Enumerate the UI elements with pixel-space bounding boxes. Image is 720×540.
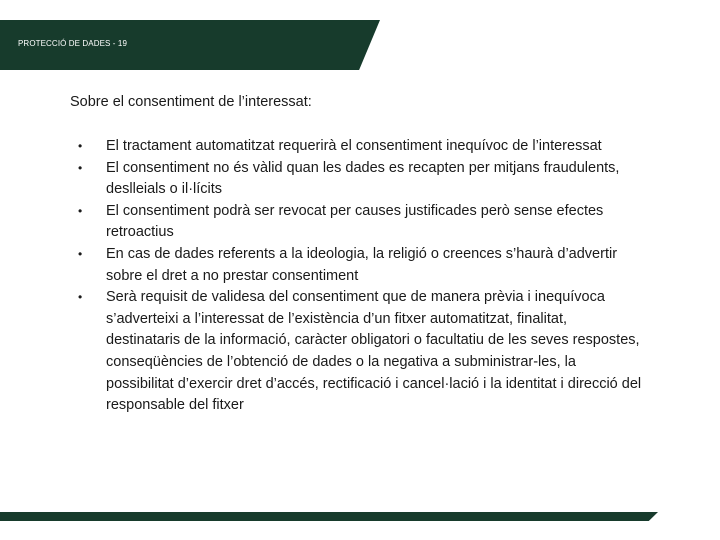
bullet-icon: • [78,160,83,175]
bullet-icon: • [78,139,83,153]
slide-header-title: PROTECCIÓ DE DADES - 19 [18,39,127,48]
bullet-list [78,136,644,417]
footer-band [0,512,658,521]
bullet-text: En cas de dades referents a la ideologia, la religió o creences s’haurà d’advertir sobre el dret a no prestar consentiment [106,245,618,284]
bullet-text: Serà requisit de validesa del consentiment que de manera prèvia i inequívoca s’adverteixi a l’interessat de l’existència d’un fitxer automatitzat, finalitat, destinataris de la informació, caràcter obligatori o facultatiu de les seves respostes, conseqüències de l’obtenció de dades o la negativa a subministrar-les, la possibilitat d’exercir dret d’accés, rectificació i cancel·lació i la identitat i direcció del responsable del fitxer [106,289,642,414]
bullet-icon: • [78,246,83,261]
bullet-icon: • [78,290,83,305]
list-item [78,244,644,287]
list-item [78,136,644,158]
bullet-text: El consentiment no és vàlid quan les dades es recapten per mitjans fraudulents, deslleials o il·lícits [106,159,620,198]
list-item [78,201,644,244]
slide-subtitle: Sobre el consentiment de l’interessat: [70,94,312,110]
list-item [78,287,644,417]
bullet-icon: • [78,203,83,218]
list-item [78,158,644,201]
bullet-text: El tractament automatitzat requerirà el consentiment inequívoc de l’interessat [106,138,602,154]
bullet-text: El consentiment podrà ser revocat per causes justificades però sense efectes retroactius [106,202,604,241]
